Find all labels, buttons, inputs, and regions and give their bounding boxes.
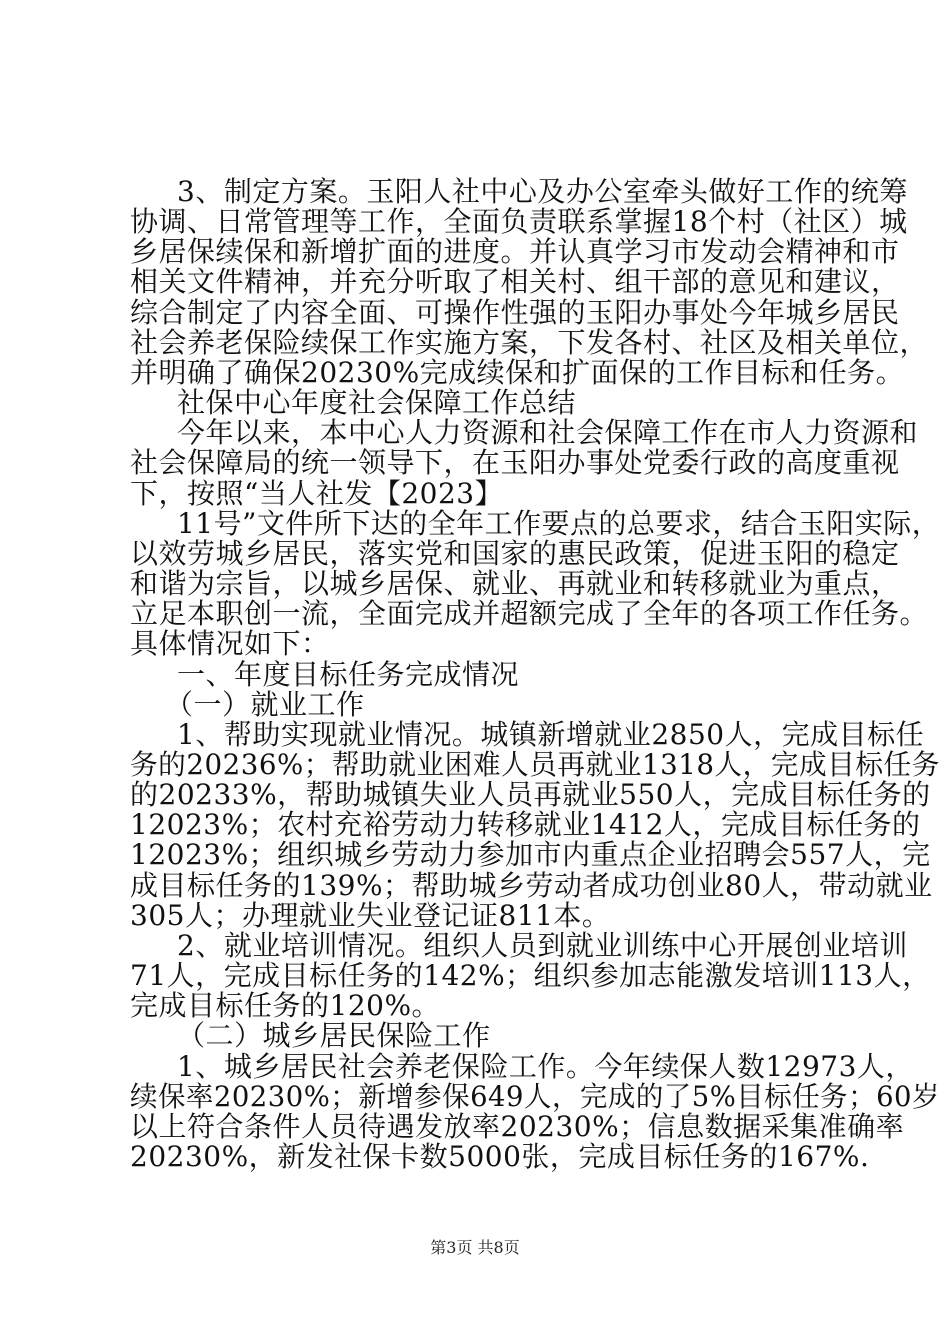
paragraph-line: 305人；办理就业失业登记证811本。 bbox=[130, 899, 611, 932]
paragraph-line: 下，按照“当人社发【2023】 bbox=[130, 477, 504, 510]
paragraph-line: 相关文件精神，并充分听取了相关村、组干部的意见和建议， bbox=[130, 265, 900, 298]
paragraph-line: 1、帮助实现就业情况。城镇新增就业2850人，完成目标任 bbox=[177, 718, 925, 751]
paragraph-line: 并明确了确保20230%完成续保和扩面保的工作目标和任务。 bbox=[130, 356, 905, 389]
paragraph-line: 立足本职创一流，全面完成并超额完成了全年的各项工作任务。 bbox=[130, 597, 929, 630]
paragraph-line: 协调、日常管理等工作，全面负责联系掌握18个村（社区）城 bbox=[130, 205, 908, 238]
paragraph-line: 11号”文件所下达的全年工作要点的总要求，结合玉阳实际， bbox=[177, 507, 941, 540]
paragraph-line: 完成目标任务的120%。 bbox=[130, 989, 441, 1022]
paragraph-line: 乡居保续保和新增扩面的进度。并认真学习市发动会精神和市 bbox=[130, 235, 900, 268]
paragraph-line: 12023%；农村充裕劳动力转移就业1412人，完成目标任务的 bbox=[130, 808, 921, 841]
paragraph-line: 今年以来，本中心人力资源和社会保障工作在市人力资源和 bbox=[177, 416, 919, 449]
paragraph-line: 续保率20230%；新增参保649人，完成的了5%目标任务；60岁 bbox=[130, 1080, 940, 1113]
paragraph-line: 和谐为宗旨，以城乡居保、就业、再就业和转移就业为重点， bbox=[130, 567, 900, 600]
paragraph-line: 成目标任务的139%；帮助城乡劳动者成功创业80人，带动就业 bbox=[130, 869, 933, 902]
paragraph-line: 20230%，新发社保卡数5000张，完成目标任务的167%. bbox=[130, 1140, 870, 1173]
paragraph-line: 3、制定方案。玉阳人社中心及办公室牵头做好工作的统筹 bbox=[177, 175, 908, 208]
heading-line: 一、年度目标任务完成情况 bbox=[177, 658, 520, 691]
paragraph-line: 社会保障局的统一领导下，在玉阳办事处党委行政的高度重视 bbox=[130, 446, 900, 479]
paragraph-line: 的20233%，帮助城镇失业人员再就业550人，完成目标任务的 bbox=[130, 778, 931, 811]
paragraph-line: 71人，完成目标任务的142%；组织参加志能激发培训113人， bbox=[130, 959, 931, 992]
paragraph-line: 社会养老保险续保工作实施方案，下发各村、社区及相关单位， bbox=[130, 326, 929, 359]
section-title: 社保中心年度社会保障工作总结 bbox=[177, 386, 577, 419]
subheading-line: （一）就业工作 bbox=[165, 688, 365, 721]
paragraph-line: 综合制定了内容全面、可操作性强的玉阳办事处今年城乡居民 bbox=[130, 296, 900, 329]
paragraph-line: 以上符合条件人员待遇发放率20230%；信息数据采集准确率 bbox=[130, 1110, 905, 1143]
paragraph-line: 12023%；组织城乡劳动力参加市内重点企业招聘会557人，完 bbox=[130, 838, 931, 871]
paragraph-line: 具体情况如下： bbox=[130, 627, 330, 660]
subheading-line: （二）城乡居民保险工作 bbox=[177, 1019, 491, 1052]
paragraph-line: 1、城乡居民社会养老保险工作。今年续保人数12973人， bbox=[177, 1050, 914, 1083]
paragraph-line: 务的20236%；帮助就业困难人员再就业1318人，完成目标任务 bbox=[130, 748, 940, 781]
page-footer: 第3页 共8页 bbox=[430, 1238, 520, 1257]
paragraph-line: 2、就业培训情况。组织人员到就业训练中心开展创业培训 bbox=[177, 929, 908, 962]
paragraph-line: 以效劳城乡居民，落实党和国家的惠民政策，促进玉阳的稳定 bbox=[130, 537, 900, 570]
